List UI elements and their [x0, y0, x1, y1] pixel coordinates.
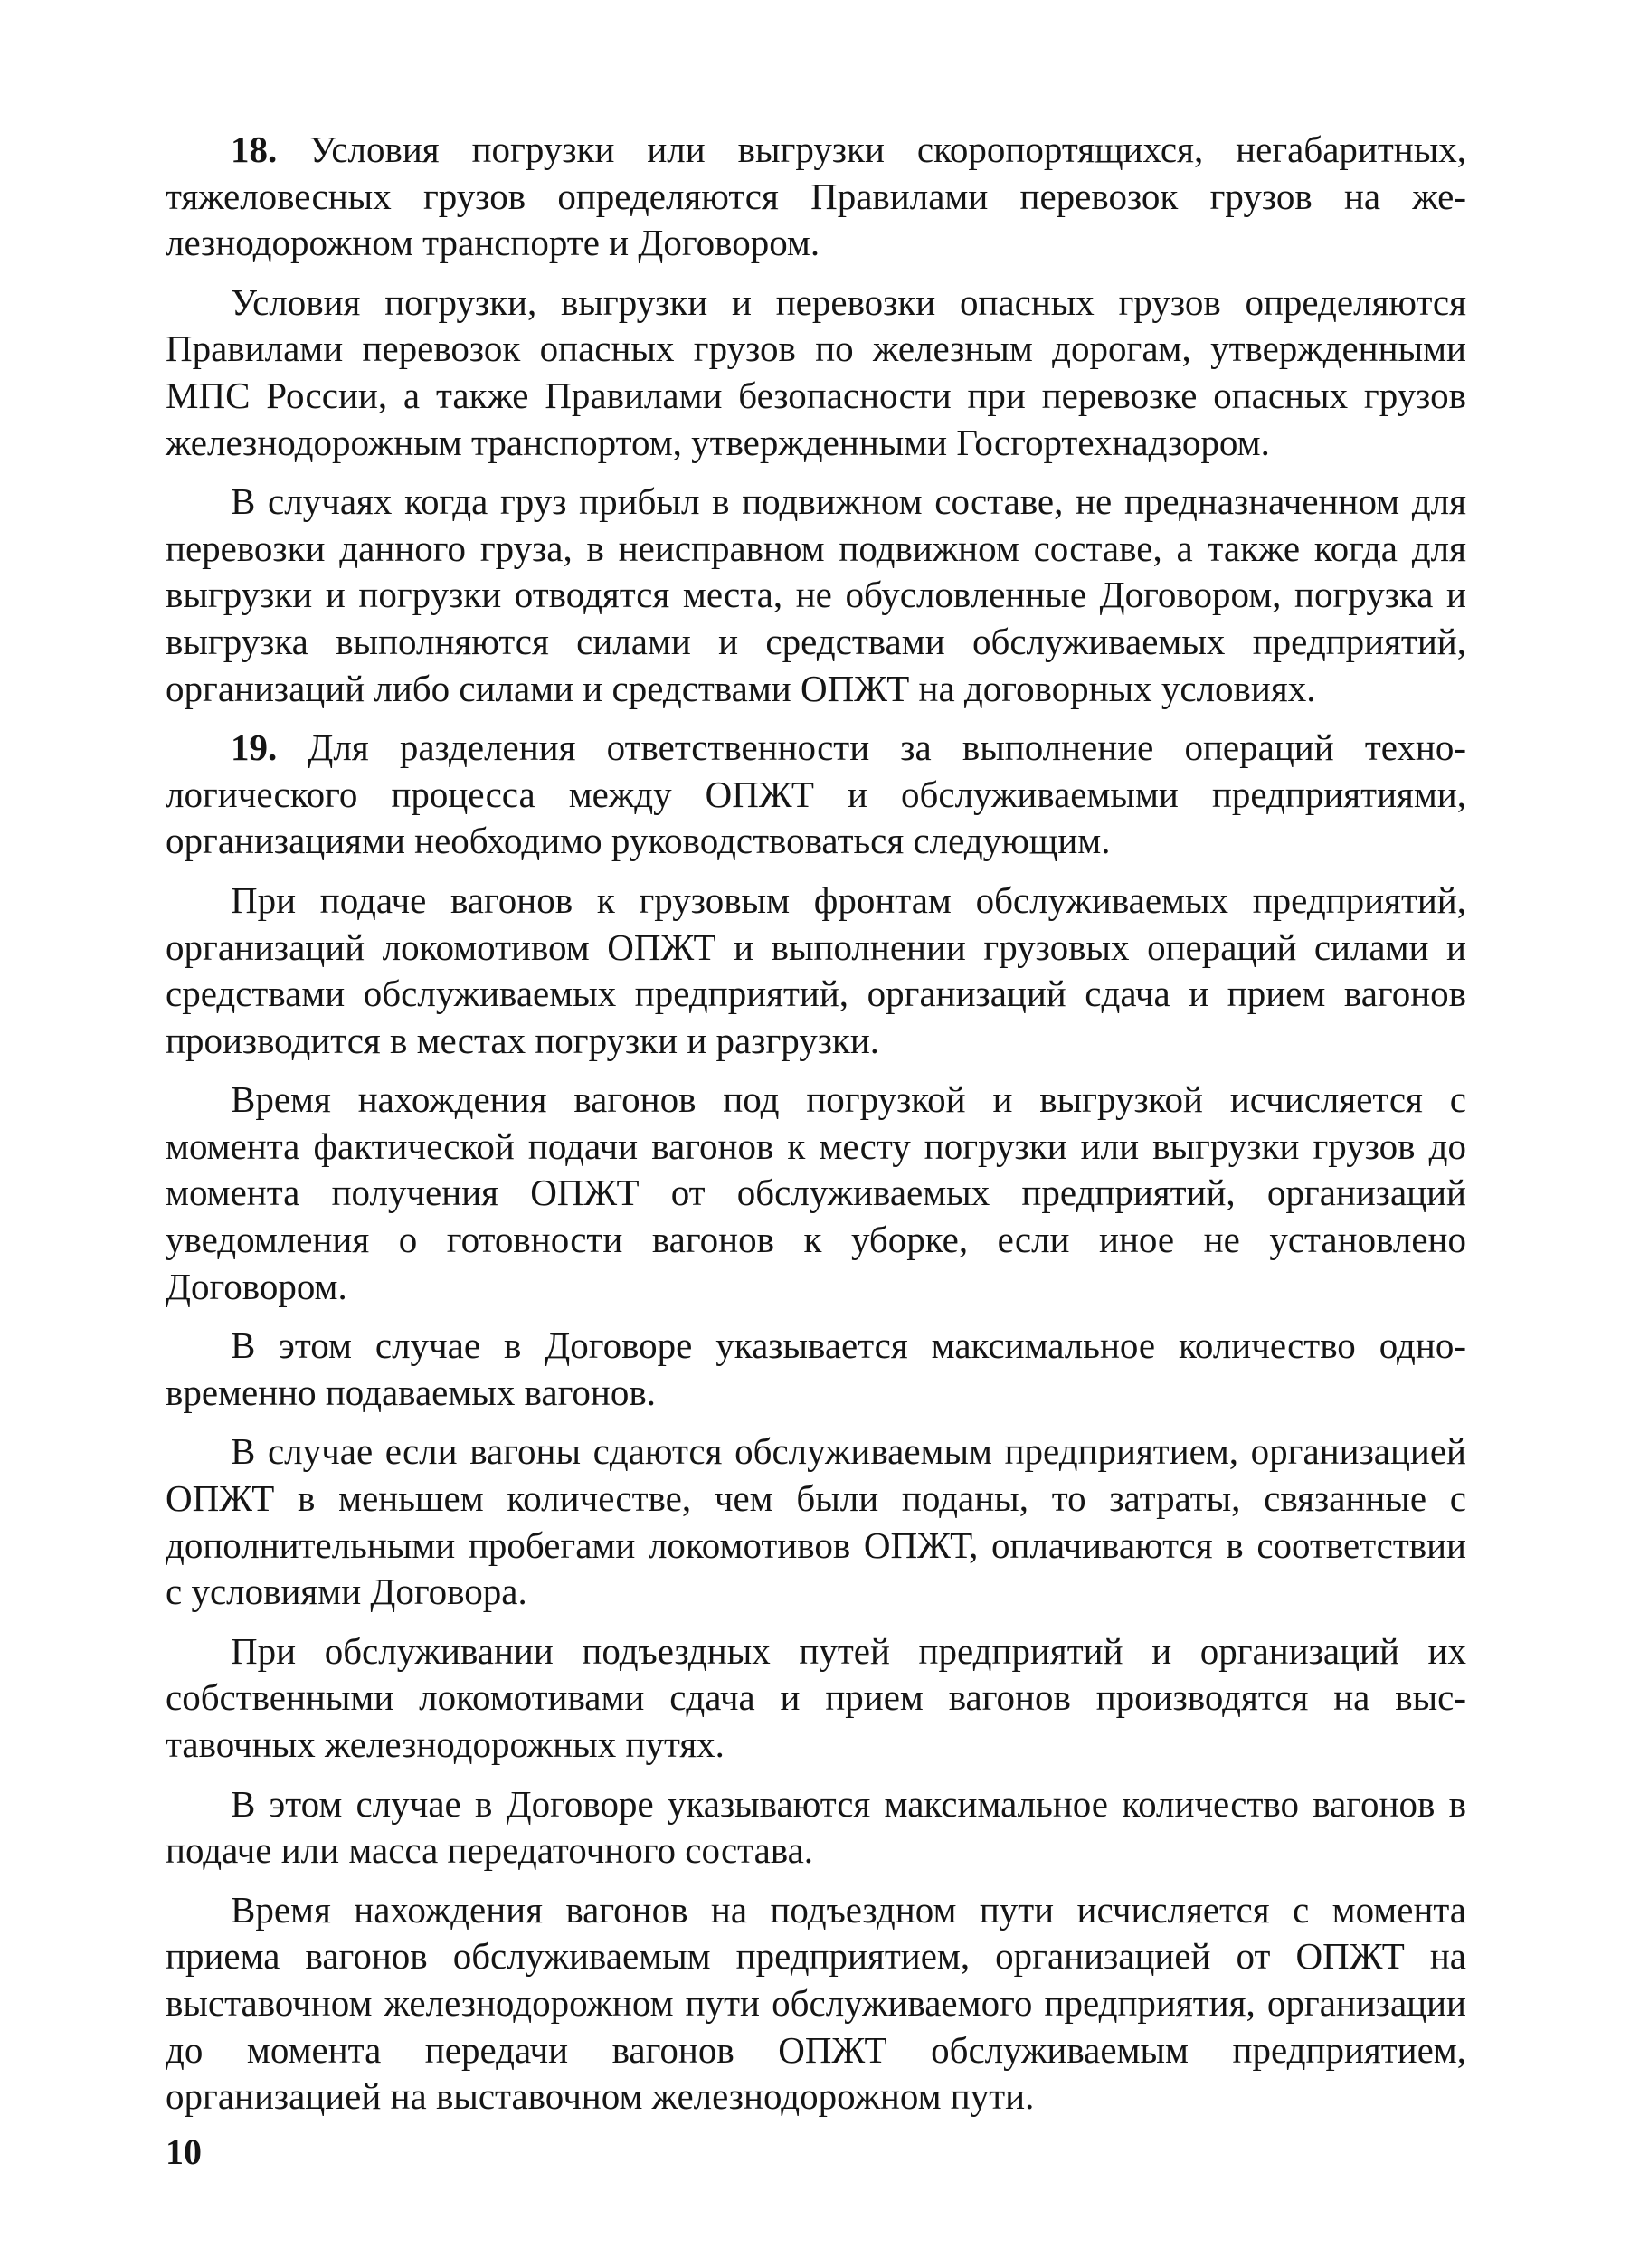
clause-number-19: 19.	[231, 726, 278, 769]
paragraph-train-mass	[166, 1781, 1466, 1874]
paragraph-text: Условия погрузки, выгрузки и перевозки опасных грузов определяются Правилами перевозок опасных грузов по железным дорогам, утвержденными МПС России, а также Правилами безопасности при перевозке опасных грузов железнодорожным транспортом, утвержденными Госгортехнадзором.	[166, 280, 1466, 463]
paragraph-max-wagons	[166, 1323, 1466, 1416]
paragraph-text: Условия погрузки или выгрузки скоропортящихся, негабаритных, тяжеловесных грузов определяются Правилами перевозок грузов на железнодорожном транспорте и Договором.	[166, 128, 1466, 264]
paragraph-text: При подаче вагонов к грузовым фронтам обслуживаемых предприятий, организаций локомотивом ОПЖТ и выполнении грузовых операций силами и средствами обслуживаемых предприятий, организаций сдача и прием вагонов производится в местах погрузки и разгрузки.	[166, 878, 1466, 1061]
paragraph-text: В этом случае в Договоре указываются максимальное количество вагонов в подаче или масса передаточного состава.	[166, 1782, 1466, 1872]
paragraph-dangerous-goods	[166, 280, 1466, 466]
paragraph-text: При обслуживании подъездных путей предприятий и организаций их собственными локомотивами сдача и прием вагонов производятся на выставочных железнодорожных путях.	[166, 1629, 1466, 1765]
page-number: 10	[166, 2131, 202, 2172]
paragraph-siding-time	[166, 1887, 1466, 2121]
paragraph-wagon-delivery	[166, 878, 1466, 1064]
paragraph-19	[166, 725, 1466, 865]
paragraph-text: В этом случае в Договоре указывается максимальное количество одновременно подаваемых вагонов.	[166, 1324, 1466, 1413]
paragraph-unsuitable-rolling-stock	[166, 479, 1466, 712]
paragraph-fewer-wagons	[166, 1428, 1466, 1615]
paragraph-text: В случае если вагоны сдаются обслуживаемым предприятием, организацией ОПЖТ в меньшем количестве, чем были поданы, то затраты, связанные с дополнительными пробегами локомотивов ОПЖТ, оплачиваются в соответствии с условиями Договора.	[166, 1430, 1466, 1613]
paragraph-text: Время нахождения вагонов на подъездном пути исчисляется с момента приема вагонов обслуживаемым предприятием, организацией от ОПЖТ на выставочном железнодорожном пути обслуживаемого предприятия, организации до момента передачи вагонов ОПЖТ обслуживаемым предприятием, организацией на выставочном железнодорожном пути.	[166, 1888, 1466, 2118]
paragraph-text: В случаях когда груз прибыл в подвижном составе, не предназначенном для перевозки данного груза, в неисправном подвижном составе, а также когда для выгрузки и погрузки отводятся места, не обусловленные Договором, погрузка и выгрузка выполняются силами и средствами обслуживаемых предприятий, организаций либо силами и средствами ОПЖТ на договорных условиях.	[166, 480, 1466, 709]
document-page	[166, 127, 1466, 2133]
paragraph-text: Для разделения ответственности за выполнение операций технологического процесса между ОПЖТ и обслуживаемыми предприятиями, организациями необходимо руководствоваться следующим.	[166, 726, 1466, 862]
paragraph-loading-time	[166, 1077, 1466, 1310]
paragraph-18	[166, 127, 1466, 267]
paragraph-text: Время нахождения вагонов под погрузкой и выгрузкой исчисляется с момента фактической подачи вагонов к месту погрузки или выгрузки грузов до момента получения ОПЖТ от обслуживаемых предприятий, организаций уведомления о готовности вагонов к уборке, если иное не установлено Договором.	[166, 1078, 1466, 1307]
paragraph-own-locomotives	[166, 1628, 1466, 1769]
clause-number-18: 18.	[231, 128, 278, 170]
